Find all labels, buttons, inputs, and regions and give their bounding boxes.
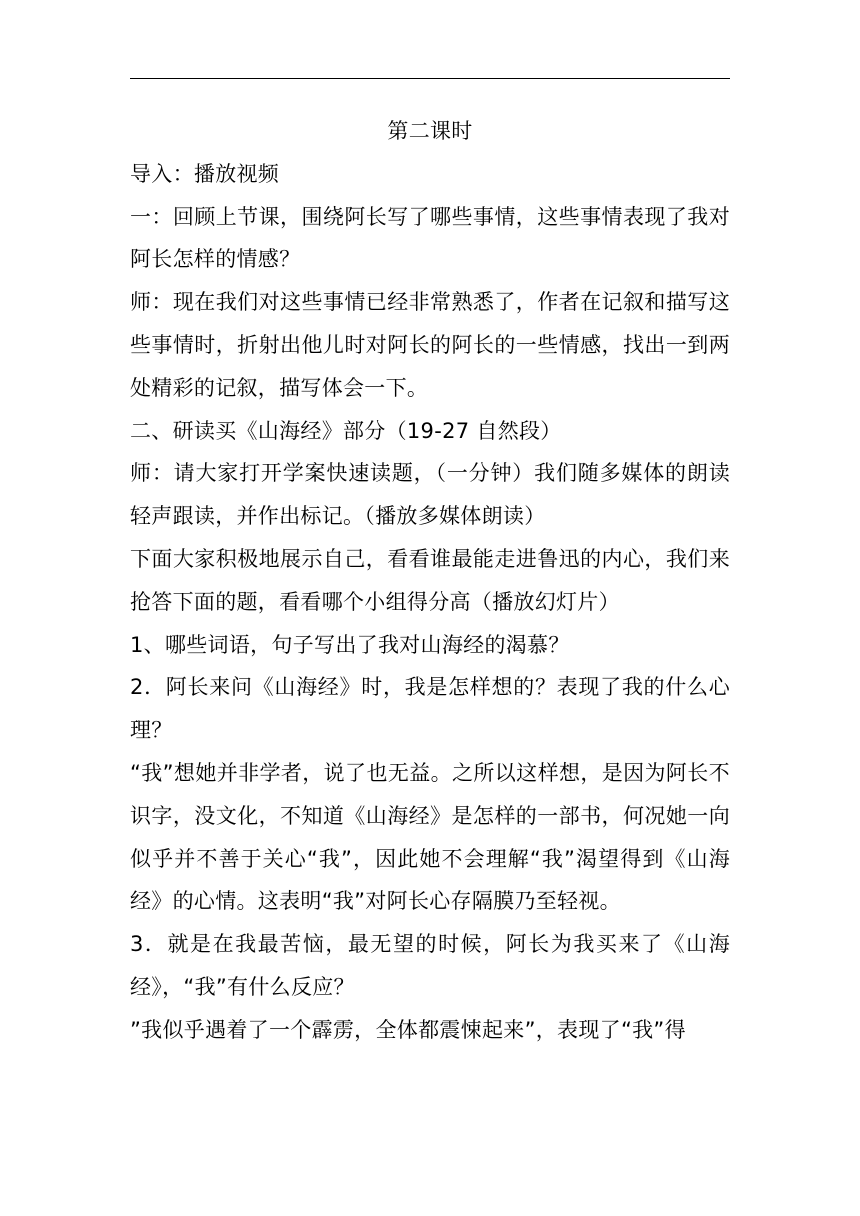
lesson-heading: 第二课时: [387, 119, 473, 143]
paragraph-teacher-1: 师：现在我们对这些事情已经非常熟悉了，作者在记叙和描写这些事情时，折射出他儿时对阿长的阿长的一些情感，找出一到两处精彩的记叙，描写体会一下。: [130, 290, 730, 400]
header-rule: [130, 78, 730, 79]
answer-2: “我”想她并非学者，说了也无益。之所以这样想，是因为阿长不识字，没文化，不知道《山海经》是怎样的一部书，何况她一向似乎并不善于关心“我”，因此她不会理解“我”渴望得到《山海经》的心情。这表明“我”对阿长心存隔膜乃至轻视。: [130, 760, 730, 914]
question-3: 3．就是在我最苦恼，最无望的时候，阿长为我买来了《山海经》，“我”有什么反应？: [130, 932, 730, 999]
document-body: [130, 110, 730, 1052]
paragraph-intro: 导入：播放视频: [130, 161, 280, 186]
paragraph-review: 一：回顾上节课，围绕阿长写了哪些事情，这些事情表现了我对阿长怎样的情感？: [130, 204, 730, 272]
answer-3: ”我似乎遇着了一个霹雳，全体都震悚起来”，表现了“我”得: [130, 1017, 686, 1042]
paragraph-teacher-2: 师：请大家打开学案快速读题，（一分钟）我们随多媒体的朗读轻声跟读，并作出标记。（播放多媒体朗读）: [130, 461, 730, 529]
question-2: 2．阿长来问《山海经》时，我是怎样想的？表现了我的什么心理？: [130, 675, 730, 743]
section-heading-2: 二、研读买《山海经》部分（19-27 自然段）: [130, 418, 562, 443]
question-1: 1、哪些词语，句子写出了我对山海经的渴慕？: [130, 632, 570, 657]
paragraph-instructions: 下面大家积极地展示自己，看看谁最能走进鲁迅的内心，我们来抢答下面的题，看看哪个小组得分高（播放幻灯片）: [130, 546, 730, 614]
